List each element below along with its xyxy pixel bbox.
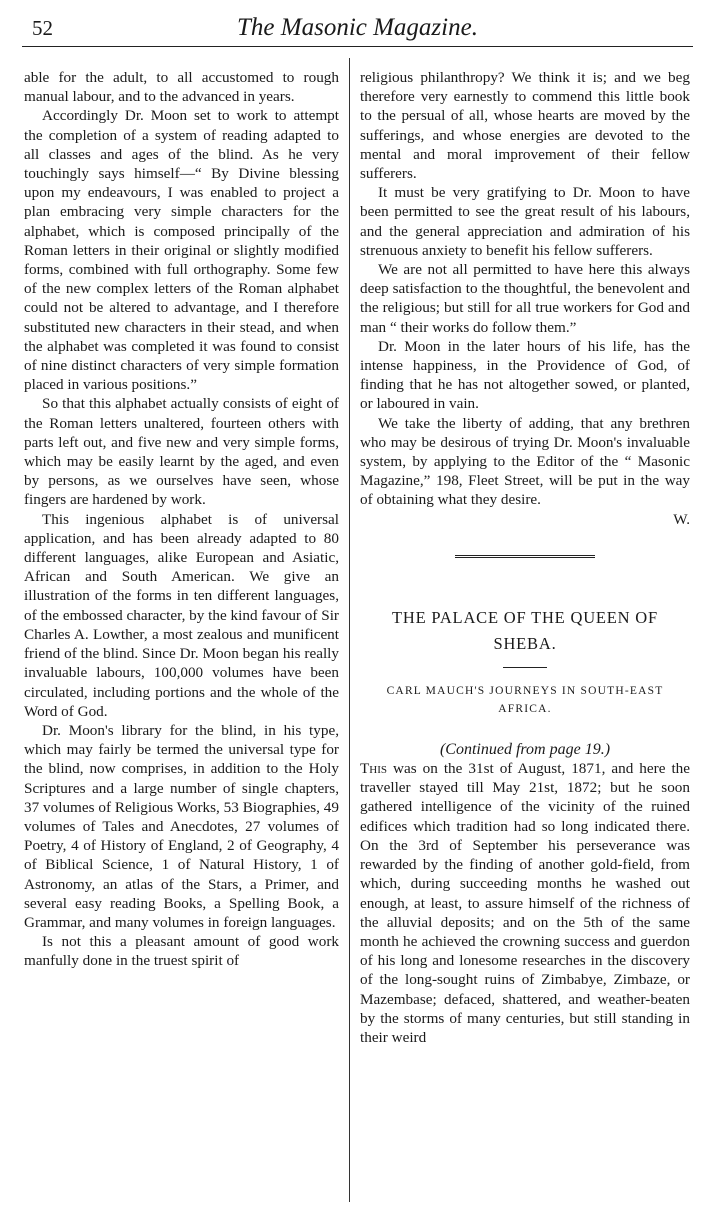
paragraph: We take the liberty of adding, that any brethren who may be desirous of trying Dr. Moon's invaluable system, by applying to the Editor of the “ Masonic Magazine,” 198, Fleet Street, will be put in the way of obtaining what they desire. xyxy=(360,414,690,509)
double-rule xyxy=(455,555,595,558)
column-divider xyxy=(349,58,350,1202)
paragraph: It must be very gratifying to Dr. Moon to have been permitted to see the great result of his labours, and the general appreciation and admiration of his strenuous anxiety to benefit his fellow sufferers. xyxy=(360,184,690,259)
page-number: 52 xyxy=(32,16,53,40)
left-column xyxy=(24,68,339,971)
paragraph: able for the adult, to all accustomed to rough manual labour, and to the advanced in years. xyxy=(24,69,339,106)
paragraph: religious philanthropy? We think it is; and we beg therefore very earnestly to commend this little book to the persual of all, whose hearts are moved by the sufferings, and whose energies are devoted to the mental and moral improvement of their fellow sufferers. xyxy=(360,69,690,183)
ornament-divider xyxy=(360,555,690,591)
title-rule xyxy=(503,667,547,668)
paragraph: Dr. Moon's library for the blind, in his type, which may fairly be termed the universal type for the blind, now comprises, in addition to the Holy Scriptures and a large number of single chapters, 37 volumes of Religious Works, 53 Biographies, 49 volumes of Tales and Anecdotes, 27 volumes of Poetry, 4 of History of England, 2 of Geography, 4 of Biblical Science, 1 of Natural History, 1 of Astronomy, an atlas of the Stars, a Primer, and several easy reading Books, a Spelling Book, a Grammar, and many volumes in foreign languages. xyxy=(24,721,339,931)
header-rule xyxy=(22,46,693,47)
article-title: THE PALACE OF THE QUEEN OF SHEBA. xyxy=(391,607,659,653)
right-column xyxy=(360,68,690,1047)
paragraph: Dr. Moon in the later hours of his life, has the intense happiness, in the Providence of God, of finding that he has not altogether sowed, or planted, or laboured in vain. xyxy=(360,337,690,413)
article-body-text: was on the 31st of August, 1871, and here the traveller stayed till May 21st, 1872; but he soon gathered intelligence of the vicinity of the ruined edifices which tradition had so long indicated there. On the 3rd of September his perseverance was rewarded by the finding of another gold-field, from which, during succeeding months he washed out enough, at least, to assure himself of the richness of the alluvial deposits; and on the 5th of the same month he achieved the crowning success and guerdon of his long and lonesome researches in the discovery of the long-sought ruins of Zimbabye, Zimbaze, or Mazembase; defaced, shattered, and weather-beaten by the storms of many centuries, but still standing in their weird xyxy=(360,760,691,1046)
paragraph: This ingenious alphabet is of universal application, and has been already adapted to 80 different languages, alike European and Asiatic, African and South American. We give an illustration of the forms in ten different languages, of the embossed character, by the kind favour of Sir Charles A. Lowther, a most zealous and munificent friend of the blind. Since Dr. Moon began his really invaluable labours, 100,000 volumes have been circulated, including portions and the whole of the Word of God. xyxy=(24,510,339,720)
running-title: The Masonic Magazine. xyxy=(237,14,478,41)
paragraph: Is not this a pleasant amount of good work manfully done in the truest spirit of xyxy=(24,933,339,970)
first-word: This xyxy=(360,760,388,778)
paragraph: We are not all permitted to have here this always deep satisfaction to the thoughtful, the benevolent and the religious; but still for all true workers for God and man “ their works do follow them.” xyxy=(360,261,690,336)
signature: W. xyxy=(673,510,690,528)
page-header xyxy=(22,8,693,44)
article-body xyxy=(360,759,690,1047)
continued-note: (Continued from page 19.) xyxy=(439,740,611,758)
paragraph: So that this alphabet actually consists of eight of the Roman letters unaltered, fourteen others with parts left out, and five new and very simple forms, which may be easily learnt by the aged, and even by persons, as we ourselves have seen, whose fingers are hardened by work. xyxy=(24,395,339,509)
paragraph: Accordingly Dr. Moon set to work to attempt the completion of a system of reading adapted to all classes and ages of the blind. As he very touchingly says himself—“ By Divine blessing upon my endeavours, I was enabled to project a plan embracing very simple characters for the alphabet, which is composed principally of the Roman letters in their original or slightly modified forms, combined with full orthography. Some few of the new complex letters of the Roman alphabet could not be altered to advantage, and I therefore substituted new characters in their stead, and when the alphabet was completed it was found to consist of nine distinct characters of very simple formation placed in various positions.” xyxy=(24,107,339,394)
article-subtitle: CARL MAUCH'S JOURNEYS IN SOUTH-EAST AFRICA. xyxy=(386,684,664,715)
